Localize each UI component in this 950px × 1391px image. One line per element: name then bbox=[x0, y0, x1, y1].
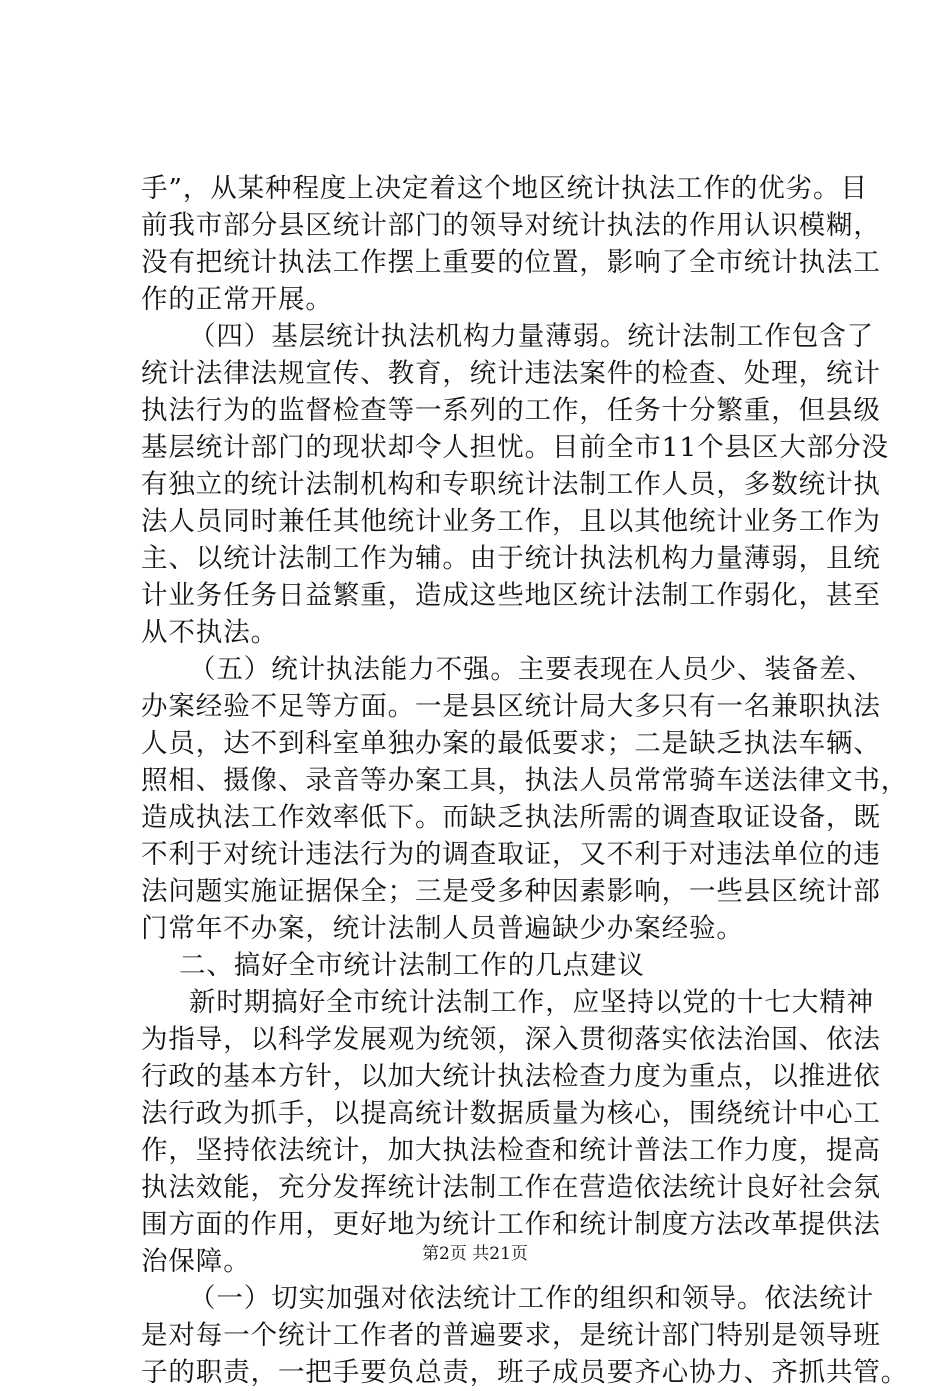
text-line: 作的正常开展。 bbox=[141, 284, 333, 315]
document-body bbox=[141, 170, 909, 1391]
text-line: 从不执法。 bbox=[141, 617, 278, 648]
text-line: 为指导，以科学发展观为统领，深入贯彻落实依法治国、依法 bbox=[141, 1024, 881, 1055]
text-line: 执法效能，充分发挥统计法制工作在营造依法统计良好社会氛 bbox=[141, 1172, 881, 1203]
text-line: 围方面的作用，更好地为统计工作和统计制度方法改革提供法 bbox=[141, 1209, 881, 1240]
text-line: 法人员同时兼任其他统计业务工作，且以其他统计业务工作为 bbox=[141, 506, 881, 537]
text-line: （五）统计执法能力不强。主要表现在人员少、装备差、 bbox=[189, 654, 874, 685]
text-line: 法问题实施证据保全；三是受多种因素影响，一些县区统计部 bbox=[141, 876, 881, 907]
text-line: 造成执法工作效率低下。而缺乏执法所需的调查取证设备，既 bbox=[141, 802, 881, 833]
page-footer bbox=[0, 1242, 950, 1266]
text-line: 执法行为的监督检查等一系列的工作，任务十分繁重，但县级 bbox=[141, 395, 881, 426]
text-line: 前我市部分县区统计部门的领导对统计执法的作用认识模糊， bbox=[141, 210, 881, 241]
text-line: 办案经验不足等方面。一是县区统计局大多只有一名兼职执法 bbox=[141, 691, 881, 722]
text-line: （一）切实加强对依法统计工作的组织和领导。依法统计 bbox=[189, 1283, 874, 1314]
text-line: 门常年不办案，统计法制人员普遍缺少办案经验。 bbox=[141, 913, 744, 944]
text-line: 二、搞好全市统计法制工作的几点建议 bbox=[179, 950, 645, 981]
text-line: 有独立的统计法制机构和专职统计法制工作人员，多数统计执 bbox=[141, 469, 881, 500]
text-line: 不利于对统计违法行为的调查取证，又不利于对违法单位的违 bbox=[141, 839, 881, 870]
text-line: 计业务任务日益繁重，造成这些地区统计法制工作弱化，甚至 bbox=[141, 580, 881, 611]
text-line: 法行政为抓手，以提高统计数据质量为核心，围绕统计中心工 bbox=[141, 1098, 881, 1129]
text-line: 手”，从某种程度上决定着这个地区统计执法工作的优劣。目 bbox=[141, 173, 868, 204]
text-line: 没有把统计执法工作摆上重要的位置，影响了全市统计执法工 bbox=[141, 247, 881, 278]
text-line: （四）基层统计执法机构力量薄弱。统计法制工作包含了 bbox=[189, 321, 874, 352]
text-line: 是对每一个统计工作者的普遍要求，是统计部门特别是领导班 bbox=[141, 1320, 881, 1351]
text-line: 人员，达不到科室单独办案的最低要求；二是缺乏执法车辆、 bbox=[141, 728, 881, 759]
text-line: 作，坚持依法统计，加大执法检查和统计普法工作力度，提高 bbox=[141, 1135, 881, 1166]
page-number-label: 第2页 共21页 bbox=[422, 1244, 528, 1264]
text-line: 新时期搞好全市统计法制工作，应坚持以党的十七大精神 bbox=[189, 987, 874, 1018]
text-line: 照相、摄像、录音等办案工具，执法人员常常骑车送法律文书， bbox=[141, 765, 909, 796]
text-line: 统计法律法规宣传、教育，统计违法案件的检查、处理，统计 bbox=[141, 358, 881, 389]
text-line: 行政的基本方针，以加大统计执法检查力度为重点，以推进依 bbox=[141, 1061, 881, 1092]
text-line: 基层统计部门的现状却令人担忧。目前全市11个县区大部分没 bbox=[141, 432, 889, 463]
text-line: 主、以统计法制工作为辅。由于统计执法机构力量薄弱，且统 bbox=[141, 543, 881, 574]
text-line: 治保障。 bbox=[141, 1246, 251, 1277]
text-line: 子的职责，一把手要负总责，班子成员要齐心协力、齐抓共管。 bbox=[141, 1357, 909, 1388]
